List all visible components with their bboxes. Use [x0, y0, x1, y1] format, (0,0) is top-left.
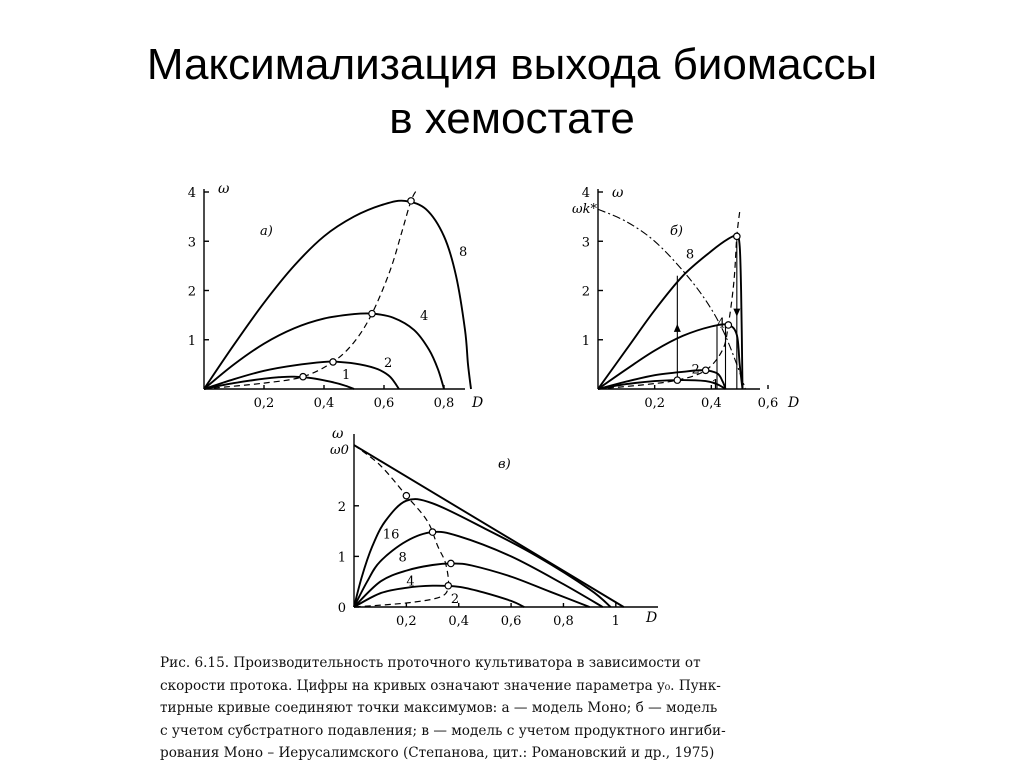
slide-title [0, 38, 1024, 146]
x-tick-label: 0,2 [396, 614, 417, 629]
series-line [354, 532, 603, 607]
chart-v [320, 420, 660, 635]
x-tick-label: 0,2 [253, 396, 275, 411]
optimum-point [403, 492, 409, 498]
series-label: 1 [342, 368, 351, 384]
x-tick-label: 0,4 [700, 396, 722, 411]
x-tick-label: 0,6 [757, 396, 779, 411]
y-tick-label: 1 [187, 333, 196, 349]
optimum-point [725, 322, 731, 328]
y-tick-label: 2 [337, 499, 346, 515]
optimum-point [448, 560, 454, 566]
x-tick-label: 0,8 [553, 614, 574, 629]
extra-y-label: ω0 [330, 443, 349, 458]
series-line [204, 201, 471, 389]
caption-line: с учетом субстратного подавления; в — модель с учетом продуктного ингиби- [160, 722, 726, 739]
optimum-point [330, 359, 336, 365]
y-tick-label: 1 [337, 550, 346, 566]
x-tick-label: 1 [611, 614, 620, 629]
optimum-point [300, 373, 306, 379]
optimum-point [702, 367, 708, 373]
caption-line: тирные кривые соединяют точки максимумов: а — модель Моно; б — модель [160, 700, 718, 716]
y-axis-label: ω [612, 185, 624, 201]
panel-label: а) [260, 224, 273, 239]
y-axis-label: ω [332, 426, 344, 442]
optimum-point [429, 529, 435, 535]
extra-y-label: ωk* [572, 202, 597, 217]
panel-label: б) [670, 224, 684, 239]
optimum-point [734, 233, 740, 239]
y-axis-label: ω [218, 181, 230, 197]
y-tick-label: 2 [187, 284, 196, 300]
y-tick-label: 0 [337, 601, 346, 616]
optimum-dashed-line [354, 445, 449, 607]
y-tick-label: 4 [581, 186, 590, 201]
optimum-point [445, 583, 451, 589]
series-label: 2 [691, 362, 700, 378]
panel-label: в) [498, 457, 511, 472]
caption-line: Рис. 6.15. Производительность проточного культиватора в зависимости от [160, 655, 701, 671]
series-label: 2 [450, 591, 460, 607]
series-line [598, 236, 743, 389]
x-tick-label: 0,6 [500, 614, 522, 629]
optimum-point [408, 198, 414, 204]
chart-a [170, 175, 490, 420]
title-line-1: Максимализация выхода биомассы [146, 40, 878, 89]
x-tick-label: 0,4 [448, 614, 470, 629]
series-label: 8 [398, 550, 407, 566]
series-label: 1 [711, 378, 720, 394]
caption-line: скорости протока. Цифры на кривых означают значение параметра y₀. Пунк- [160, 677, 721, 694]
series-line [354, 445, 624, 607]
series-label: 8 [685, 247, 695, 263]
caption-line: рования Моно – Иерусалимского (Степанова, цит.: Романовский и др., 1975) [160, 745, 715, 761]
series-label: 4 [420, 309, 429, 325]
y-tick-label: 1 [581, 333, 590, 349]
optimum-point [674, 377, 680, 383]
title-line-2: в хемостате [389, 94, 635, 143]
y-tick-label: 4 [187, 186, 196, 201]
y-tick-label: 3 [581, 235, 590, 251]
x-tick-label: 0,4 [313, 396, 335, 411]
series-label: 8 [459, 245, 468, 261]
x-tick-label: 0,6 [373, 396, 395, 411]
optimum-point [369, 310, 375, 316]
x-axis-label: D [646, 610, 658, 626]
arrow-head [674, 324, 681, 332]
series-label: 4 [717, 316, 726, 332]
series-label: 16 [382, 527, 400, 543]
x-tick-label: 0,8 [433, 396, 455, 411]
x-tick-label: 0,2 [644, 396, 666, 411]
figure-caption [160, 652, 830, 765]
y-tick-label: 3 [187, 235, 196, 251]
x-axis-label: D [788, 395, 800, 411]
chart-b [560, 175, 800, 420]
series-line [354, 586, 524, 607]
optimum-dashed-line [598, 212, 740, 389]
series-label: 2 [384, 355, 393, 371]
x-axis-label: D [472, 395, 484, 411]
series-label: 4 [406, 574, 415, 590]
arrow-head [733, 309, 740, 317]
y-tick-label: 2 [581, 284, 590, 300]
series-line [354, 563, 590, 607]
